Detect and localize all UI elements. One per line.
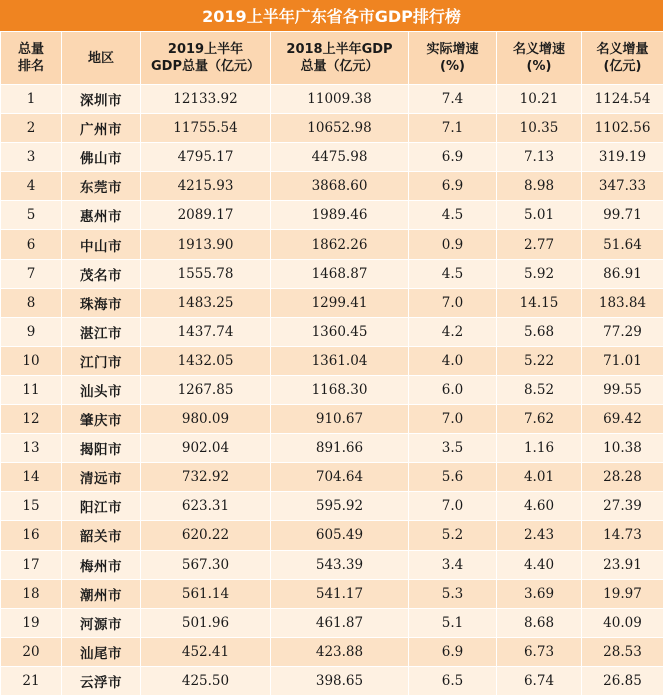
gdp-2019-cell: 452.41 (141, 637, 271, 666)
real-growth-cell: 7.4 (409, 85, 497, 114)
real-growth-cell: 0.9 (409, 230, 497, 259)
rank-cell: 5 (1, 201, 62, 230)
gdp-2018-cell: 595.92 (271, 492, 409, 521)
table-row (1, 579, 663, 608)
city-cell: 东莞市 (62, 172, 141, 201)
gdp-2018-cell: 398.65 (271, 666, 409, 695)
city-cell: 云浮市 (62, 666, 141, 695)
real-growth-cell: 7.0 (409, 492, 497, 521)
rank-cell: 17 (1, 550, 62, 579)
table-row (1, 434, 663, 463)
nominal-increase-cell: 99.71 (582, 201, 663, 230)
gdp-2019-cell: 732.92 (141, 463, 271, 492)
table-row (1, 521, 663, 550)
gdp-2019-cell: 1555.78 (141, 259, 271, 288)
table-row (1, 259, 663, 288)
real-growth-cell: 4.0 (409, 346, 497, 375)
gdp-2019-cell: 4215.93 (141, 172, 271, 201)
gdp-2019-cell: 501.96 (141, 608, 271, 637)
nominal-growth-cell: 10.35 (497, 114, 582, 143)
gdp-ranking-table (0, 31, 663, 696)
nominal-growth-cell: 14.15 (497, 288, 582, 317)
rank-cell: 9 (1, 317, 62, 346)
nominal-growth-cell: 6.74 (497, 666, 582, 695)
rank-cell: 14 (1, 463, 62, 492)
nominal-growth-cell: 5.22 (497, 346, 582, 375)
nominal-increase-cell: 1124.54 (582, 85, 663, 114)
real-growth-cell: 6.5 (409, 666, 497, 695)
table-row (1, 317, 663, 346)
gdp-2019-cell: 2089.17 (141, 201, 271, 230)
city-cell: 汕尾市 (62, 637, 141, 666)
nominal-growth-cell: 6.73 (497, 637, 582, 666)
nominal-growth-cell: 7.62 (497, 405, 582, 434)
real-growth-cell: 6.9 (409, 143, 497, 172)
gdp-2019-cell: 1432.05 (141, 346, 271, 375)
table-row (1, 172, 663, 201)
nominal-increase-cell: 26.85 (582, 666, 663, 695)
real-growth-cell: 7.1 (409, 114, 497, 143)
gdp-2018-cell: 11009.38 (271, 85, 409, 114)
nominal-growth-cell: 8.98 (497, 172, 582, 201)
rank-cell: 7 (1, 259, 62, 288)
city-cell: 惠州市 (62, 201, 141, 230)
real-growth-cell: 7.0 (409, 288, 497, 317)
city-cell: 中山市 (62, 230, 141, 259)
nominal-increase-cell: 71.01 (582, 346, 663, 375)
gdp-2018-cell: 1299.41 (271, 288, 409, 317)
city-cell: 河源市 (62, 608, 141, 637)
nominal-growth-cell: 7.13 (497, 143, 582, 172)
gdp-2018-cell: 1361.04 (271, 346, 409, 375)
rank-cell: 10 (1, 346, 62, 375)
rank-cell: 12 (1, 405, 62, 434)
table-row (1, 230, 663, 259)
gdp-2019-cell: 561.14 (141, 579, 271, 608)
rank-cell: 3 (1, 143, 62, 172)
gdp-2019-cell: 620.22 (141, 521, 271, 550)
table-row (1, 637, 663, 666)
nominal-growth-cell: 4.60 (497, 492, 582, 521)
header-nominal-growth: 名义增速 (%) (497, 32, 582, 85)
nominal-growth-cell: 1.16 (497, 434, 582, 463)
city-cell: 佛山市 (62, 143, 141, 172)
table-title: 2019上半年广东省各市GDP排行榜 (0, 0, 663, 31)
nominal-increase-cell: 51.64 (582, 230, 663, 259)
nominal-growth-cell: 8.68 (497, 608, 582, 637)
nominal-increase-cell: 28.28 (582, 463, 663, 492)
table-row (1, 375, 663, 404)
gdp-2018-cell: 891.66 (271, 434, 409, 463)
real-growth-cell: 7.0 (409, 405, 497, 434)
nominal-increase-cell: 347.33 (582, 172, 663, 201)
rank-cell: 16 (1, 521, 62, 550)
nominal-growth-cell: 5.92 (497, 259, 582, 288)
gdp-2018-cell: 910.67 (271, 405, 409, 434)
gdp-2018-cell: 1360.45 (271, 317, 409, 346)
table-row (1, 608, 663, 637)
nominal-increase-cell: 14.73 (582, 521, 663, 550)
gdp-2019-cell: 980.09 (141, 405, 271, 434)
table-row (1, 405, 663, 434)
header-rank: 总量 排名 (1, 32, 62, 85)
nominal-increase-cell: 86.91 (582, 259, 663, 288)
gdp-2018-cell: 1862.26 (271, 230, 409, 259)
nominal-increase-cell: 28.53 (582, 637, 663, 666)
real-growth-cell: 5.3 (409, 579, 497, 608)
city-cell: 珠海市 (62, 288, 141, 317)
rank-cell: 2 (1, 114, 62, 143)
gdp-2018-cell: 4475.98 (271, 143, 409, 172)
real-growth-cell: 5.6 (409, 463, 497, 492)
nominal-growth-cell: 4.40 (497, 550, 582, 579)
nominal-growth-cell: 2.77 (497, 230, 582, 259)
city-cell: 湛江市 (62, 317, 141, 346)
gdp-2018-cell: 605.49 (271, 521, 409, 550)
nominal-growth-cell: 5.01 (497, 201, 582, 230)
gdp-2019-cell: 902.04 (141, 434, 271, 463)
city-cell: 梅州市 (62, 550, 141, 579)
gdp-2019-cell: 4795.17 (141, 143, 271, 172)
city-cell: 肇庆市 (62, 405, 141, 434)
gdp-2018-cell: 1468.87 (271, 259, 409, 288)
real-growth-cell: 4.2 (409, 317, 497, 346)
rank-cell: 6 (1, 230, 62, 259)
gdp-2019-cell: 1483.25 (141, 288, 271, 317)
city-cell: 茂名市 (62, 259, 141, 288)
table-row (1, 346, 663, 375)
nominal-growth-cell: 4.01 (497, 463, 582, 492)
city-cell: 广州市 (62, 114, 141, 143)
nominal-growth-cell: 8.52 (497, 375, 582, 404)
nominal-growth-cell: 5.68 (497, 317, 582, 346)
gdp-2018-cell: 3868.60 (271, 172, 409, 201)
real-growth-cell: 5.1 (409, 608, 497, 637)
city-cell: 韶关市 (62, 521, 141, 550)
header-region: 地区 (62, 32, 141, 85)
gdp-2018-cell: 10652.98 (271, 114, 409, 143)
gdp-2019-cell: 623.31 (141, 492, 271, 521)
table-row (1, 201, 663, 230)
nominal-growth-cell: 2.43 (497, 521, 582, 550)
gdp-2018-cell: 1989.46 (271, 201, 409, 230)
real-growth-cell: 5.2 (409, 521, 497, 550)
nominal-increase-cell: 69.42 (582, 405, 663, 434)
header-gdp-2019: 2019上半年 GDP总量（亿元） (141, 32, 271, 85)
nominal-increase-cell: 19.97 (582, 579, 663, 608)
nominal-increase-cell: 319.19 (582, 143, 663, 172)
rank-cell: 19 (1, 608, 62, 637)
table-body (1, 85, 663, 696)
nominal-increase-cell: 10.38 (582, 434, 663, 463)
city-cell: 潮州市 (62, 579, 141, 608)
table-row (1, 463, 663, 492)
nominal-increase-cell: 40.09 (582, 608, 663, 637)
gdp-2019-cell: 1437.74 (141, 317, 271, 346)
city-cell: 深圳市 (62, 85, 141, 114)
gdp-2018-cell: 704.64 (271, 463, 409, 492)
gdp-2019-cell: 1913.90 (141, 230, 271, 259)
table-row (1, 666, 663, 695)
table-row (1, 114, 663, 143)
rank-cell: 13 (1, 434, 62, 463)
real-growth-cell: 3.5 (409, 434, 497, 463)
gdp-2018-cell: 541.17 (271, 579, 409, 608)
real-growth-cell: 6.0 (409, 375, 497, 404)
rank-cell: 1 (1, 85, 62, 114)
real-growth-cell: 4.5 (409, 259, 497, 288)
nominal-growth-cell: 3.69 (497, 579, 582, 608)
header-nominal-increase: 名义增量 (亿元) (582, 32, 663, 85)
real-growth-cell: 6.9 (409, 172, 497, 201)
table-row (1, 288, 663, 317)
gdp-2018-cell: 461.87 (271, 608, 409, 637)
city-cell: 阳江市 (62, 492, 141, 521)
city-cell: 江门市 (62, 346, 141, 375)
gdp-2018-cell: 1168.30 (271, 375, 409, 404)
header-real-growth: 实际增速 (%) (409, 32, 497, 85)
nominal-increase-cell: 77.29 (582, 317, 663, 346)
nominal-increase-cell: 27.39 (582, 492, 663, 521)
gdp-2018-cell: 423.88 (271, 637, 409, 666)
nominal-growth-cell: 10.21 (497, 85, 582, 114)
city-cell: 清远市 (62, 463, 141, 492)
nominal-increase-cell: 99.55 (582, 375, 663, 404)
table-row (1, 550, 663, 579)
gdp-2018-cell: 543.39 (271, 550, 409, 579)
real-growth-cell: 4.5 (409, 201, 497, 230)
rank-cell: 11 (1, 375, 62, 404)
city-cell: 揭阳市 (62, 434, 141, 463)
rank-cell: 15 (1, 492, 62, 521)
rank-cell: 18 (1, 579, 62, 608)
header-row (1, 32, 663, 85)
rank-cell: 20 (1, 637, 62, 666)
nominal-increase-cell: 183.84 (582, 288, 663, 317)
header-gdp-2018: 2018上半年GDP 总量（亿元） (271, 32, 409, 85)
real-growth-cell: 6.9 (409, 637, 497, 666)
gdp-2019-cell: 12133.92 (141, 85, 271, 114)
nominal-increase-cell: 1102.56 (582, 114, 663, 143)
city-cell: 汕头市 (62, 375, 141, 404)
rank-cell: 4 (1, 172, 62, 201)
gdp-2019-cell: 11755.54 (141, 114, 271, 143)
gdp-2019-cell: 1267.85 (141, 375, 271, 404)
table-row (1, 85, 663, 114)
nominal-increase-cell: 23.91 (582, 550, 663, 579)
table-row (1, 492, 663, 521)
gdp-2019-cell: 425.50 (141, 666, 271, 695)
table-row (1, 143, 663, 172)
gdp-2019-cell: 567.30 (141, 550, 271, 579)
rank-cell: 21 (1, 666, 62, 695)
real-growth-cell: 3.4 (409, 550, 497, 579)
rank-cell: 8 (1, 288, 62, 317)
